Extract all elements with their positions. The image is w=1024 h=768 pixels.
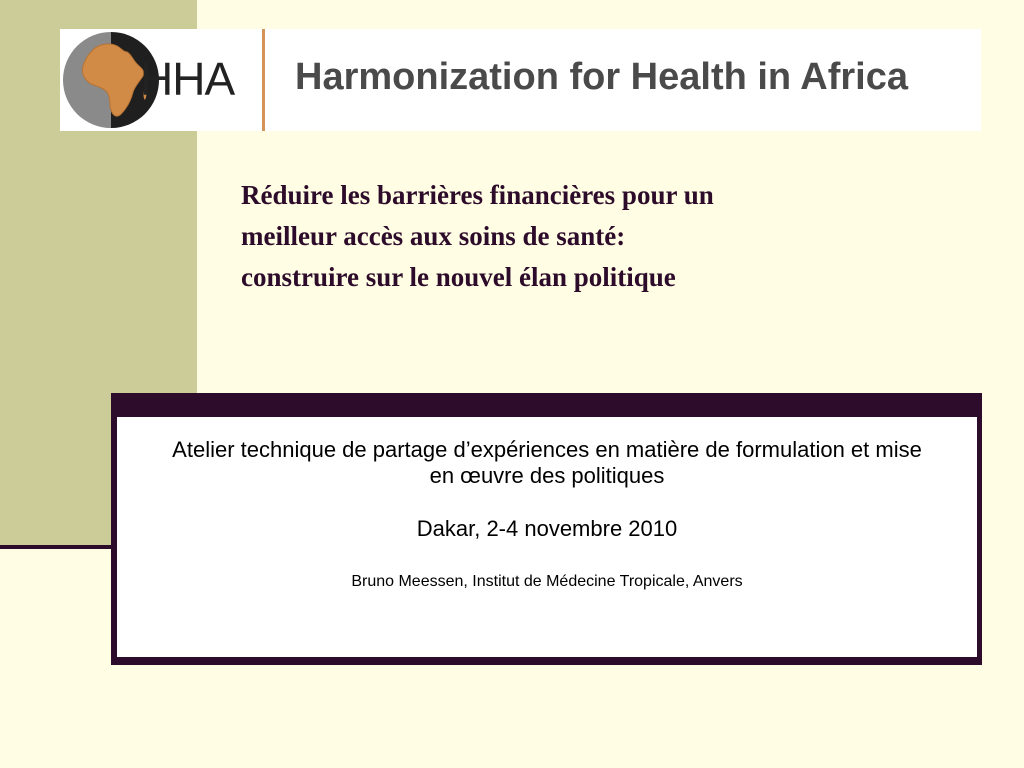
title-line-2: meilleur accès aux soins de santé: (241, 221, 626, 251)
subtitle-panel (117, 417, 977, 657)
event-date-place: Dakar, 2-4 novembre 2010 (416, 516, 678, 541)
logo-divider (262, 29, 265, 131)
subtitle-box (111, 393, 982, 665)
logo-banner (60, 29, 981, 131)
left-decorative-rule (0, 545, 115, 549)
presenter-affiliation: Bruno Meessen, Institut de Médecine Tropicale, Anvers (351, 573, 743, 590)
title-line-1: Réduire les barrières financières pour un (241, 180, 714, 210)
logo-wordmark: Harmonization for Health in Africa (295, 56, 908, 98)
event-description: Atelier technique de partage d’expériences en matière de formulation et mise en œuvre des politiques (172, 437, 922, 488)
logo-acronym: HHA (140, 53, 235, 105)
title-line-3: construire sur le nouvel élan politique (241, 262, 676, 292)
slide-title (241, 175, 961, 298)
